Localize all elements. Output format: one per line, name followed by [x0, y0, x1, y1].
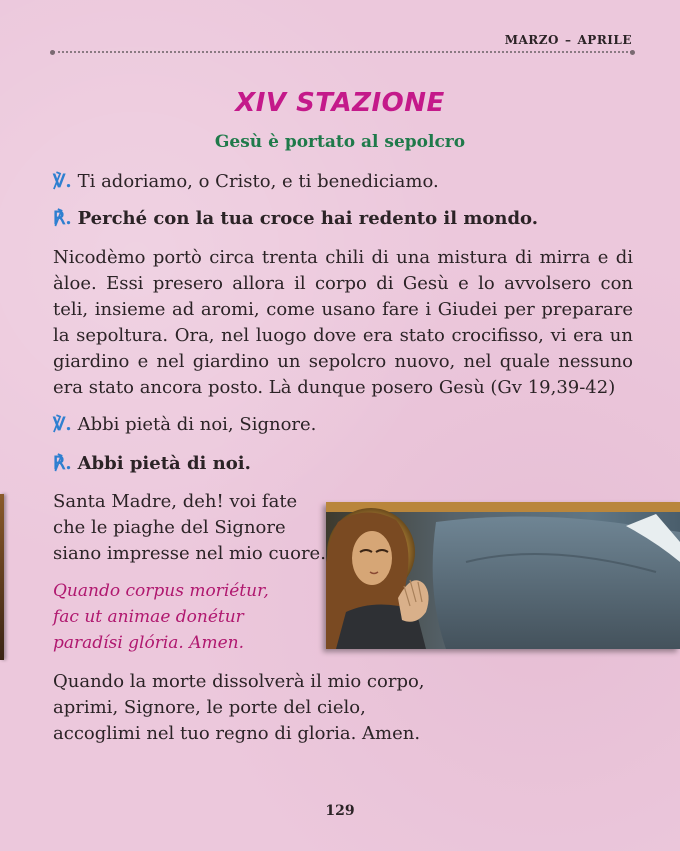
hymn-italian — [53, 489, 326, 567]
response-1 — [53, 208, 538, 229]
hymn-italian-line: Santa Madre, deh! voi fate — [53, 491, 298, 512]
hymn-latin-line: fac ut animae donétur — [53, 607, 244, 627]
versicle-symbol: ℣. — [53, 414, 72, 435]
response-2 — [53, 453, 251, 474]
painting-edge-strip — [0, 494, 4, 660]
response-2-text: Abbi pietà di noi. — [77, 453, 251, 474]
versicle-1 — [53, 171, 439, 192]
versicle-symbol: ℣. — [53, 171, 72, 192]
station-title: XIV STAZIONE — [235, 88, 445, 118]
gospel-passage: Nicodèmo portò circa trenta chili di una mistura di mirra e di àloe. Essi presero allora il corpo di Gesù e lo avvolsero con teli, insieme ad aromi, come usano fare i Giudei per preparare la sepoltura. Ora, nel luogo dove era stato crocifisso, vi era un giardino e nel giardino un sepolcro nuovo, nel quale nessuno era stato ancora posto. Là dunque posero Gesù (Gv 19,39-42) — [53, 247, 633, 398]
versicle-2-text: Abbi pietà di noi, Signore. — [77, 414, 317, 435]
closing-prayer-line: accoglimi nel tuo regno di gloria. Amen. — [53, 723, 421, 744]
running-header — [505, 33, 632, 47]
station-subtitle: Gesù è portato al sepolcro — [214, 132, 466, 152]
hymn-latin-line: Quando corpus moriétur, — [53, 581, 269, 601]
response-1-text: Perché con la tua croce hai redento il mondo. — [77, 208, 539, 229]
header-month-april: APRILE — [577, 33, 632, 47]
versicle-2 — [53, 414, 316, 435]
fresco-painting-image — [326, 502, 680, 649]
closing-prayer — [53, 669, 425, 747]
hymn-latin-line: paradísi glória. Amen. — [53, 633, 245, 653]
response-symbol: ℟. — [53, 453, 72, 474]
closing-prayer-line: aprimi, Signore, le porte del cielo, — [53, 697, 366, 718]
header-rule — [53, 51, 632, 53]
header-month-march: MARZO — [504, 33, 559, 47]
hymn-italian-line: siano impresse nel mio cuore. — [53, 543, 326, 564]
page-number: 129 — [325, 803, 355, 819]
versicle-1-text: Ti adoriamo, o Cristo, e ti benediciamo. — [77, 171, 439, 192]
hymn-italian-line: che le piaghe del Signore — [53, 517, 286, 538]
header-separator: – — [564, 33, 572, 47]
response-symbol: ℟. — [53, 208, 72, 229]
closing-prayer-line: Quando la morte dissolverà il mio corpo, — [53, 671, 425, 692]
hymn-latin — [53, 578, 269, 656]
